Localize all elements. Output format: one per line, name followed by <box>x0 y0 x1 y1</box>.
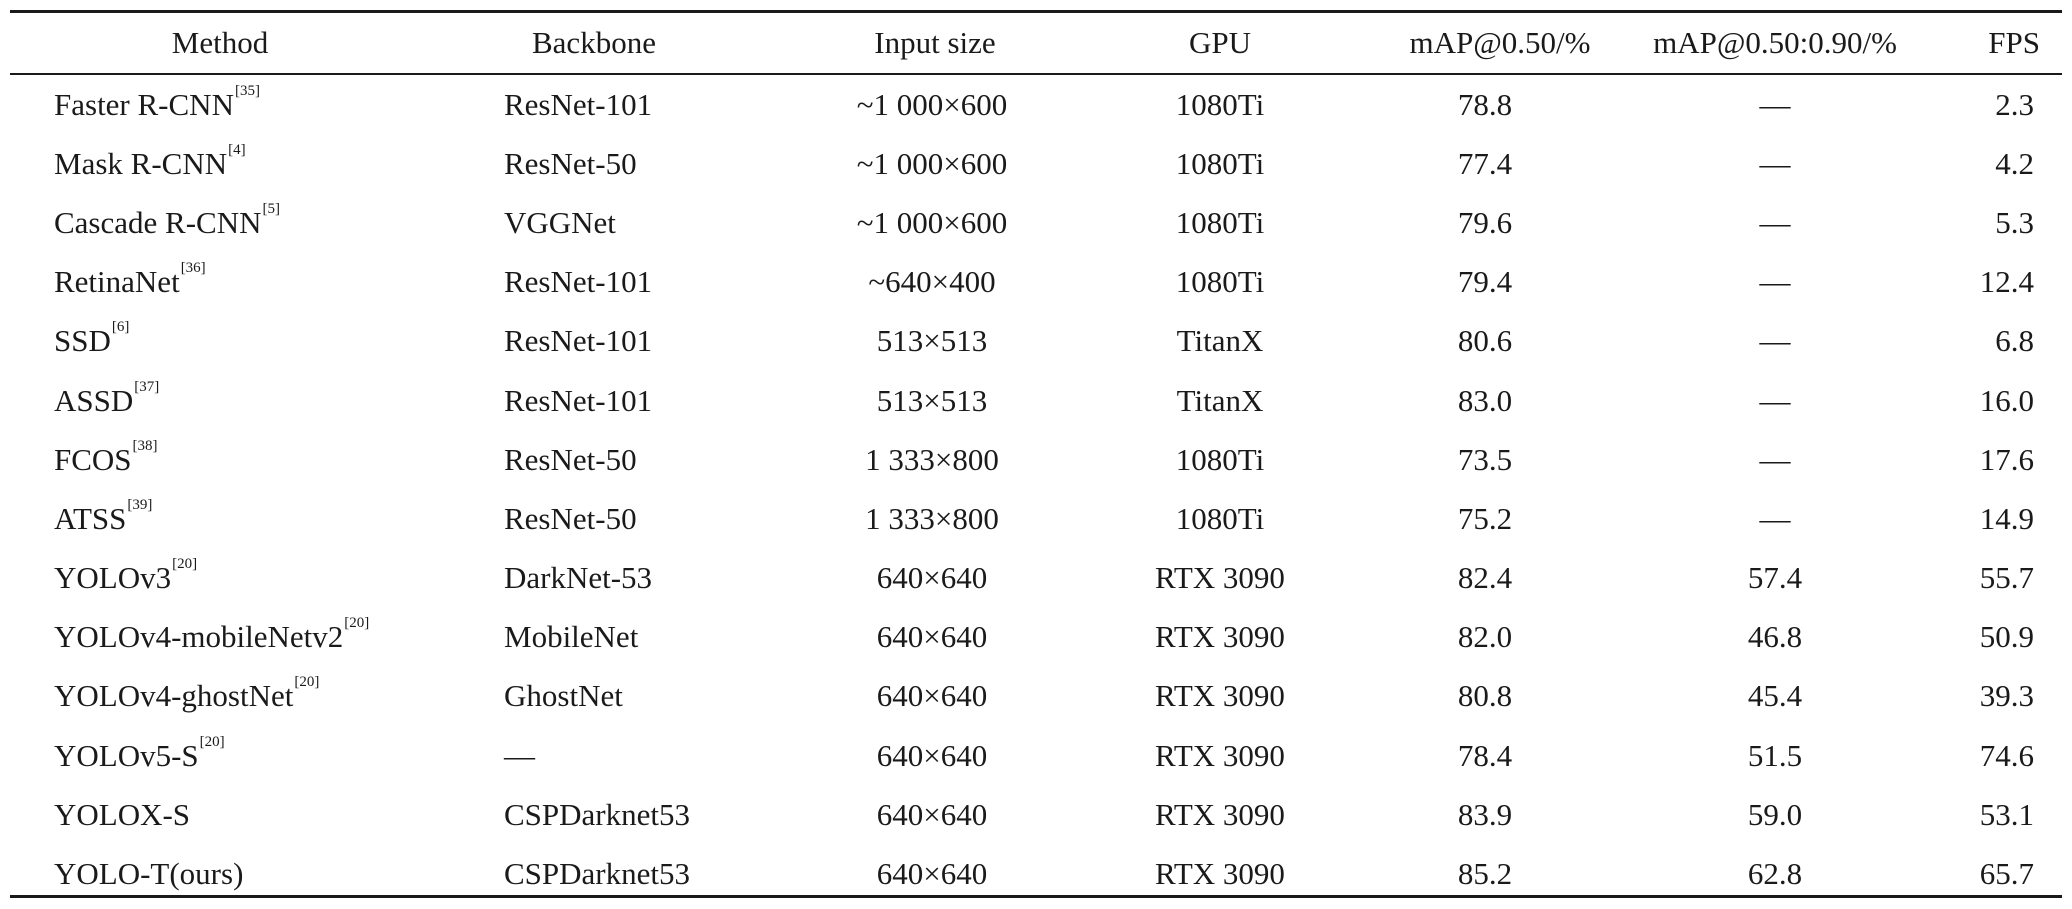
fps-cell <box>1910 608 2062 667</box>
backbone-cell-text: ResNet-50 <box>504 500 637 536</box>
header-map50: mAP@0.50/% <box>1409 25 1591 60</box>
map50-cell <box>1360 785 1630 844</box>
backbone-cell <box>490 844 770 903</box>
gpu-cell <box>1100 312 1360 371</box>
map5090-cell-text: — <box>1759 86 1791 122</box>
map5090-cell-text: — <box>1759 500 1791 536</box>
header-fps: FPS <box>1988 25 2040 60</box>
map50-cell-text: 80.8 <box>1457 678 1513 714</box>
method-cell-text: YOLOv4-ghostNet <box>54 678 294 714</box>
method-cell <box>10 134 490 193</box>
map50-cell-text: 78.8 <box>1457 86 1513 122</box>
header-input-size: Input size <box>874 25 996 60</box>
method-cell-text: YOLOv3 <box>54 560 172 596</box>
gpu-cell <box>1100 134 1360 193</box>
map50-cell <box>1360 844 1630 903</box>
map5090-cell <box>1630 134 1910 193</box>
input-size-cell <box>770 785 1100 844</box>
backbone-cell <box>490 193 770 252</box>
map50-cell-text: 83.9 <box>1457 796 1513 832</box>
map50-cell <box>1360 193 1630 252</box>
method-cell <box>10 667 490 726</box>
input-size-cell <box>770 726 1100 785</box>
method-cell-text: YOLO-T(ours) <box>54 856 244 892</box>
input-size-cell-text: 513×513 <box>876 323 988 359</box>
map5090-cell <box>1630 608 1910 667</box>
method-cell-text: YOLOX-S <box>54 796 191 832</box>
backbone-cell-text: ResNet-101 <box>504 382 653 418</box>
gpu-cell <box>1100 371 1360 430</box>
map50-cell <box>1360 371 1630 430</box>
table-row <box>10 371 2062 430</box>
fps-cell <box>1910 844 2062 903</box>
map50-cell <box>1360 726 1630 785</box>
map50-cell-text: 82.0 <box>1457 619 1513 655</box>
fps-cell-text: 53.1 <box>1979 796 2034 832</box>
citation-ref: [20] <box>344 615 370 632</box>
gpu-cell <box>1100 785 1360 844</box>
map50-cell <box>1360 608 1630 667</box>
method-cell-text: YOLOv4-mobileNetv2 <box>54 619 344 655</box>
map50-cell-text: 78.4 <box>1457 737 1513 773</box>
table-row <box>10 134 2062 193</box>
fps-cell <box>1910 193 2062 252</box>
gpu-cell <box>1100 253 1360 312</box>
fps-cell-text: 6.8 <box>1995 323 2034 359</box>
table-body <box>10 73 2062 904</box>
map5090-cell <box>1630 193 1910 252</box>
map5090-cell-text: 62.8 <box>1747 856 1803 892</box>
input-size-cell-text: 1 333×800 <box>865 500 999 536</box>
map50-cell <box>1360 134 1630 193</box>
table-row <box>10 430 2062 489</box>
map5090-cell-text: — <box>1759 204 1791 240</box>
backbone-cell-text: CSPDarknet53 <box>504 856 690 892</box>
gpu-cell-text: RTX 3090 <box>1155 619 1285 655</box>
citation-ref: [37] <box>134 378 160 395</box>
map5090-cell-text: — <box>1759 382 1791 418</box>
input-size-cell <box>770 73 1100 134</box>
map50-cell <box>1360 489 1630 548</box>
input-size-cell <box>770 312 1100 371</box>
method-cell-text: RetinaNet <box>54 264 180 300</box>
header-backbone: Backbone <box>532 25 656 60</box>
gpu-cell-text: RTX 3090 <box>1155 796 1285 832</box>
map50-cell-text: 79.6 <box>1457 204 1513 240</box>
fps-cell <box>1910 489 2062 548</box>
table-row <box>10 489 2062 548</box>
map5090-cell-text: 57.4 <box>1747 560 1803 596</box>
citation-ref: [38] <box>132 437 158 454</box>
map5090-cell-text: 46.8 <box>1747 619 1803 655</box>
method-cell <box>10 844 490 903</box>
method-cell-text: ASSD <box>54 382 134 418</box>
table-row <box>10 549 2062 608</box>
fps-cell <box>1910 549 2062 608</box>
input-size-cell <box>770 193 1100 252</box>
citation-ref: [20] <box>199 733 225 750</box>
table-header <box>10 13 2062 73</box>
map50-cell <box>1360 73 1630 134</box>
backbone-cell-text: ResNet-101 <box>504 86 653 122</box>
gpu-cell <box>1100 844 1360 903</box>
table-row <box>10 73 2062 134</box>
input-size-cell <box>770 608 1100 667</box>
method-cell-text: Faster R-CNN <box>54 86 234 122</box>
gpu-cell <box>1100 608 1360 667</box>
backbone-cell <box>490 726 770 785</box>
map5090-cell <box>1630 312 1910 371</box>
map5090-cell-text: — <box>1759 264 1791 300</box>
input-size-cell <box>770 844 1100 903</box>
gpu-cell-text: 1080Ti <box>1175 145 1265 181</box>
backbone-cell <box>490 608 770 667</box>
method-cell-text: FCOS <box>54 441 132 477</box>
gpu-cell-text: RTX 3090 <box>1155 678 1285 714</box>
fps-cell-text: 2.3 <box>1995 86 2034 122</box>
fps-cell-text: 55.7 <box>1979 560 2034 596</box>
citation-ref: [36] <box>180 260 206 277</box>
map50-cell <box>1360 253 1630 312</box>
method-cell <box>10 549 490 608</box>
backbone-cell <box>490 134 770 193</box>
method-cell <box>10 785 490 844</box>
fps-cell-text: 50.9 <box>1979 619 2034 655</box>
map50-cell-text: 83.0 <box>1457 382 1513 418</box>
input-size-cell-text: 640×640 <box>876 796 988 832</box>
map5090-cell-text: — <box>1759 441 1791 477</box>
fps-cell-text: 16.0 <box>1979 382 2034 418</box>
gpu-cell-text: TitanX <box>1176 382 1264 418</box>
input-size-cell-text: 640×640 <box>876 737 988 773</box>
backbone-cell-text: DarkNet-53 <box>504 560 653 596</box>
input-size-cell-text: 640×640 <box>876 856 988 892</box>
map50-cell-text: 79.4 <box>1457 264 1513 300</box>
table-row <box>10 193 2062 252</box>
map50-cell-text: 80.6 <box>1457 323 1513 359</box>
table-row <box>10 726 2062 785</box>
header-method: Method <box>171 25 269 60</box>
gpu-cell-text: RTX 3090 <box>1155 737 1285 773</box>
map5090-cell <box>1630 371 1910 430</box>
citation-ref: [20] <box>294 674 320 691</box>
map50-cell <box>1360 667 1630 726</box>
method-cell-text: Mask R-CNN <box>54 145 228 181</box>
method-cell-text: ATSS <box>54 500 127 536</box>
fps-cell <box>1910 785 2062 844</box>
input-size-cell-text: 640×640 <box>876 678 988 714</box>
table-row <box>10 253 2062 312</box>
backbone-cell-text: ResNet-101 <box>504 323 653 359</box>
table-row <box>10 312 2062 371</box>
map5090-cell <box>1630 489 1910 548</box>
map5090-cell-text: 51.5 <box>1747 737 1803 773</box>
map5090-cell <box>1630 430 1910 489</box>
gpu-cell <box>1100 73 1360 134</box>
method-cell <box>10 73 490 134</box>
backbone-cell-text: ResNet-50 <box>504 441 637 477</box>
method-cell <box>10 253 490 312</box>
fps-cell-text: 14.9 <box>1979 500 2034 536</box>
map5090-cell <box>1630 785 1910 844</box>
input-size-cell-text: ~1 000×600 <box>856 204 1008 240</box>
method-cell-text: YOLOv5-S <box>54 737 199 773</box>
map5090-cell <box>1630 549 1910 608</box>
input-size-cell <box>770 667 1100 726</box>
citation-ref: [4] <box>228 141 246 158</box>
input-size-cell-text: ~1 000×600 <box>856 145 1008 181</box>
fps-cell-text: 12.4 <box>1979 264 2034 300</box>
citation-ref: [6] <box>111 319 130 336</box>
citation-ref: [5] <box>262 200 280 217</box>
map50-cell-text: 75.2 <box>1457 500 1513 536</box>
map5090-cell <box>1630 726 1910 785</box>
backbone-cell <box>490 430 770 489</box>
gpu-cell <box>1100 667 1360 726</box>
backbone-cell <box>490 489 770 548</box>
method-cell-text: SSD <box>54 323 111 359</box>
method-cell <box>10 726 490 785</box>
fps-cell <box>1910 430 2062 489</box>
map5090-cell <box>1630 253 1910 312</box>
input-size-cell <box>770 549 1100 608</box>
backbone-cell <box>490 667 770 726</box>
gpu-cell-text: 1080Ti <box>1175 500 1265 536</box>
fps-cell <box>1910 371 2062 430</box>
map50-cell-text: 82.4 <box>1457 560 1513 596</box>
backbone-cell <box>490 785 770 844</box>
gpu-cell <box>1100 549 1360 608</box>
header-row <box>10 13 2062 73</box>
map5090-cell-text: 59.0 <box>1747 796 1803 832</box>
comparison-table <box>10 13 2062 904</box>
gpu-cell <box>1100 489 1360 548</box>
method-cell <box>10 193 490 252</box>
backbone-cell-text: VGGNet <box>504 204 616 240</box>
map5090-cell <box>1630 844 1910 903</box>
table-row <box>10 608 2062 667</box>
map5090-cell <box>1630 73 1910 134</box>
citation-ref: [39] <box>127 496 153 513</box>
backbone-cell-text: — <box>504 737 535 773</box>
gpu-cell-text: 1080Ti <box>1175 86 1265 122</box>
backbone-cell-text: ResNet-50 <box>504 145 637 181</box>
citation-ref: [20] <box>172 556 198 573</box>
backbone-cell-text: MobileNet <box>504 619 639 655</box>
input-size-cell <box>770 430 1100 489</box>
input-size-cell <box>770 134 1100 193</box>
map5090-cell-text: — <box>1759 323 1791 359</box>
map50-cell-text: 85.2 <box>1457 856 1513 892</box>
input-size-cell <box>770 371 1100 430</box>
fps-cell <box>1910 312 2062 371</box>
map50-cell <box>1360 549 1630 608</box>
gpu-cell <box>1100 193 1360 252</box>
map50-cell-text: 77.4 <box>1457 145 1513 181</box>
map50-cell <box>1360 430 1630 489</box>
gpu-cell-text: TitanX <box>1176 323 1264 359</box>
input-size-cell <box>770 489 1100 548</box>
input-size-cell-text: ~640×400 <box>868 264 996 300</box>
gpu-cell-text: 1080Ti <box>1175 441 1265 477</box>
backbone-cell <box>490 371 770 430</box>
gpu-cell <box>1100 726 1360 785</box>
method-cell <box>10 608 490 667</box>
backbone-cell-text: GhostNet <box>504 678 623 714</box>
fps-cell <box>1910 253 2062 312</box>
input-size-cell <box>770 253 1100 312</box>
backbone-cell <box>490 312 770 371</box>
table-row <box>10 844 2062 903</box>
fps-cell-text: 5.3 <box>1995 204 2034 240</box>
map5090-cell <box>1630 667 1910 726</box>
fps-cell-text: 74.6 <box>1979 737 2034 773</box>
backbone-cell-text: ResNet-101 <box>504 264 653 300</box>
map50-cell <box>1360 312 1630 371</box>
fps-cell <box>1910 73 2062 134</box>
gpu-cell <box>1100 430 1360 489</box>
citation-ref: [35] <box>234 82 260 99</box>
gpu-cell-text: 1080Ti <box>1175 264 1265 300</box>
table-row <box>10 667 2062 726</box>
backbone-cell <box>490 253 770 312</box>
gpu-cell-text: 1080Ti <box>1175 204 1265 240</box>
header-map5090: mAP@0.50:0.90/% <box>1653 25 1897 60</box>
fps-cell-text: 39.3 <box>1979 678 2034 714</box>
table-row <box>10 785 2062 844</box>
method-cell <box>10 371 490 430</box>
map50-cell-text: 73.5 <box>1457 441 1513 477</box>
method-cell <box>10 489 490 548</box>
fps-cell <box>1910 726 2062 785</box>
fps-cell-text: 65.7 <box>1979 856 2034 892</box>
fps-cell <box>1910 134 2062 193</box>
method-cell <box>10 312 490 371</box>
gpu-cell-text: RTX 3090 <box>1155 560 1285 596</box>
method-cell-text: Cascade R-CNN <box>54 204 262 240</box>
header-gpu: GPU <box>1188 25 1251 60</box>
input-size-cell-text: ~1 000×600 <box>856 86 1008 122</box>
input-size-cell-text: 513×513 <box>876 382 988 418</box>
fps-cell-text: 4.2 <box>1995 145 2034 181</box>
gpu-cell-text: RTX 3090 <box>1155 856 1285 892</box>
map5090-cell-text: — <box>1759 145 1791 181</box>
input-size-cell-text: 1 333×800 <box>865 441 999 477</box>
backbone-cell <box>490 73 770 134</box>
map5090-cell-text: 45.4 <box>1747 678 1803 714</box>
input-size-cell-text: 640×640 <box>876 619 988 655</box>
method-cell <box>10 430 490 489</box>
backbone-cell <box>490 549 770 608</box>
fps-cell <box>1910 667 2062 726</box>
backbone-cell-text: CSPDarknet53 <box>504 796 690 832</box>
fps-cell-text: 17.6 <box>1979 441 2034 477</box>
input-size-cell-text: 640×640 <box>876 560 988 596</box>
